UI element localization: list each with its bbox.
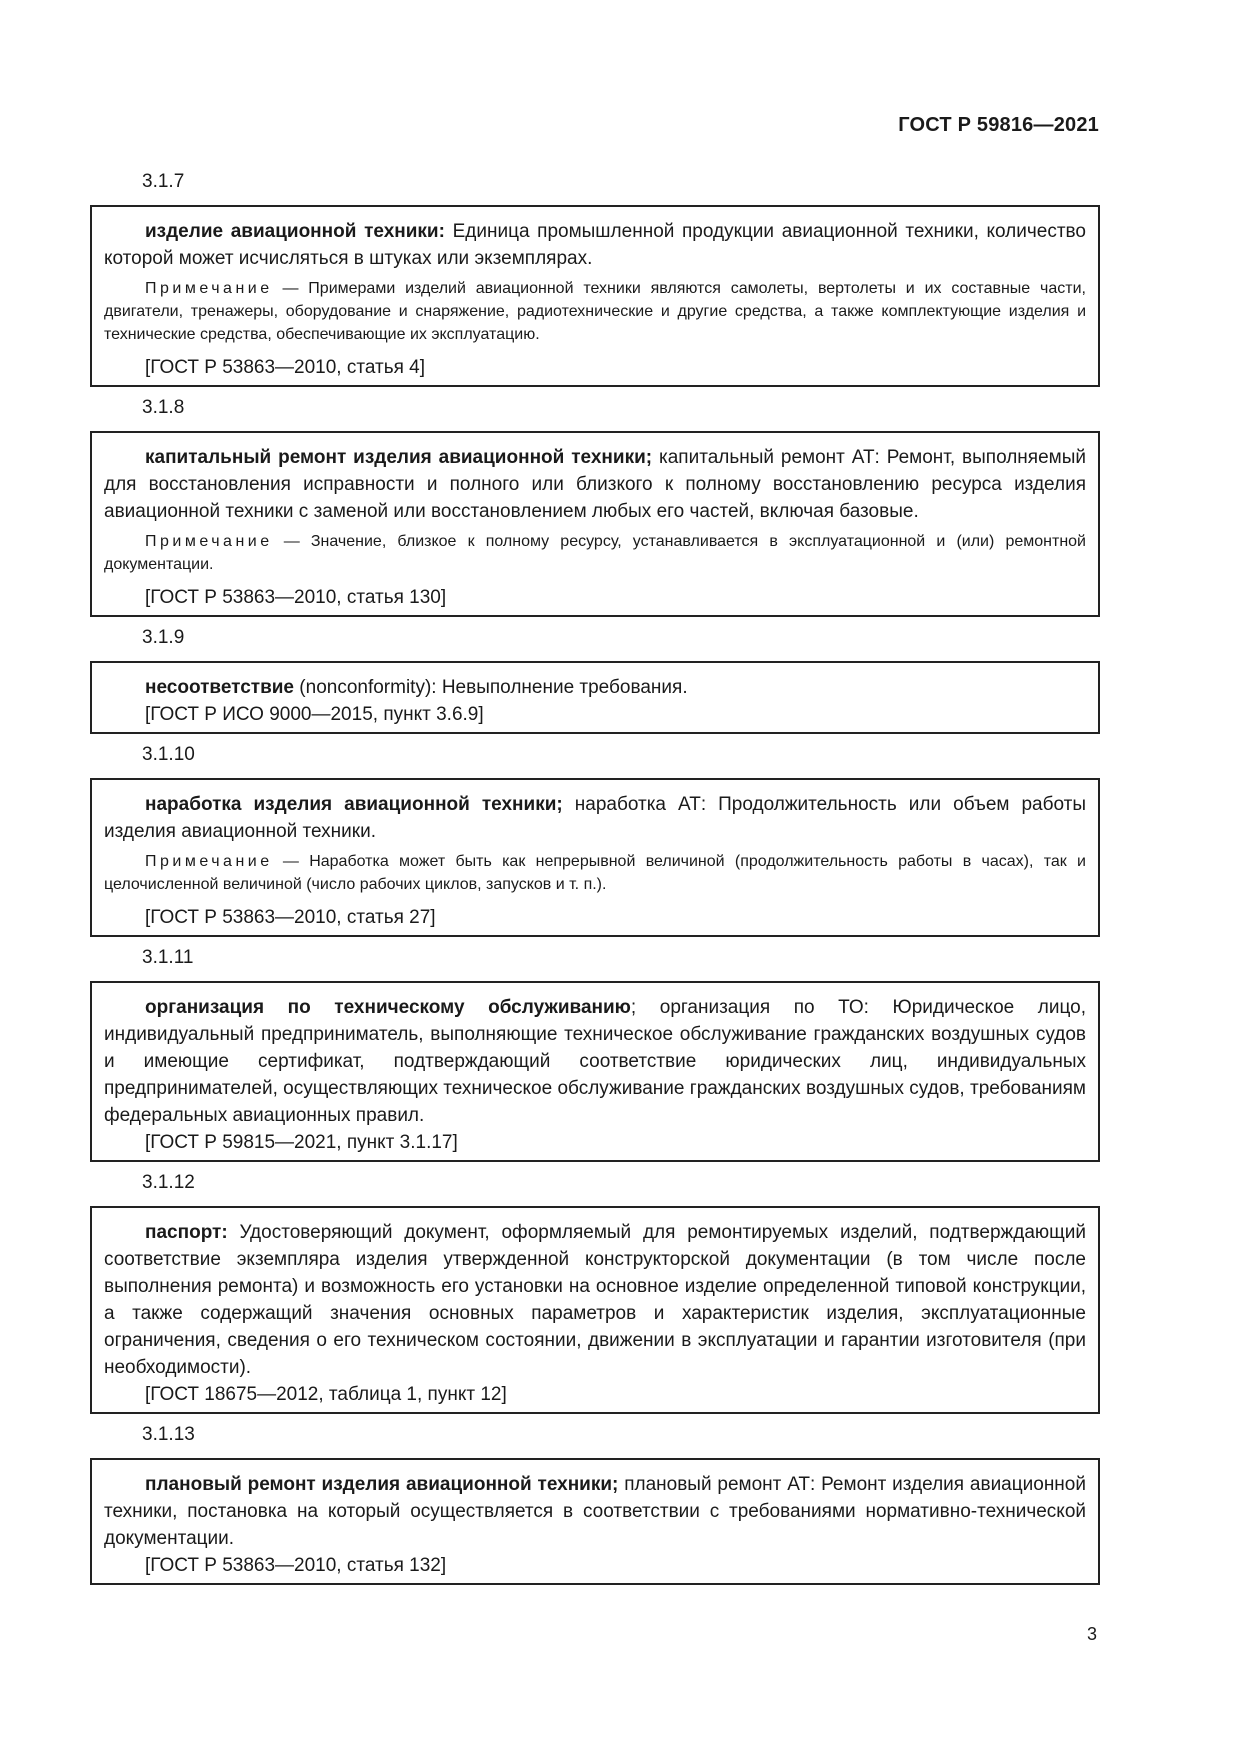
term-name: несоответствие <box>145 677 295 698</box>
term-name: изделие авиационной техники: <box>145 221 445 242</box>
term-definition <box>104 674 1086 701</box>
term-entry <box>90 205 1100 387</box>
term-note <box>104 530 1086 576</box>
term-source: [ГОСТ Р 53863—2010, статья 130] <box>145 587 447 608</box>
note-label: Примечание <box>145 280 273 297</box>
term-name: наработка изделия авиационной техники; <box>145 794 563 815</box>
term-source: [ГОСТ Р 59815—2021, пункт 3.1.17] <box>145 1132 458 1153</box>
term-name: капитальный ремонт изделия авиационной техники; <box>145 447 653 468</box>
term-source: [ГОСТ Р 53863—2010, статья 132] <box>145 1555 447 1576</box>
term-definition <box>104 994 1086 1129</box>
definition-text: наработка АТ: Продолжительность или объем работы изделия авиационной техники. <box>104 794 1087 842</box>
term-definition <box>104 791 1086 845</box>
definition-text: (nonconformity): Невыполнение требования. <box>294 677 688 698</box>
page-number: 3 <box>1086 1624 1097 1644</box>
term-name: организация по техническому обслуживанию <box>145 997 631 1018</box>
term-source: [ГОСТ Р 53863—2010, статья 4] <box>145 357 426 378</box>
term-definition <box>104 1219 1086 1381</box>
term-name: паспорт: <box>145 1222 228 1243</box>
term-note <box>104 277 1086 346</box>
term-number: 3.1.10 <box>142 744 195 765</box>
terms-list <box>90 172 1100 1596</box>
term-source: [ГОСТ Р 53863—2010, статья 27] <box>145 907 436 928</box>
definition-text: Единица промышленной продукции авиационной техники, количество которой может исчисляться в штуках или экземплярах. <box>104 221 1086 269</box>
note-label: Примечание <box>145 853 273 870</box>
term-entry <box>90 431 1100 617</box>
note-text: — Примерами изделий авиационной техники являются самолеты, вертолеты и их составные части, двигатели, тренажеры, оборудование и снаряжение, радиотехнические и другие средства, а также комплектующие изделия и технические средства, обеспечивающие их эксплуатацию. <box>104 280 1086 343</box>
term-number: 3.1.11 <box>142 947 194 968</box>
term-entry <box>90 778 1100 937</box>
term-number: 3.1.13 <box>142 1424 195 1445</box>
note-text: — Наработка может быть как непрерывной величиной (продолжительность работы в часах), так и целочисленной величиной (число рабочих циклов, запусков и т. п.). <box>104 853 1086 893</box>
term-source: [ГОСТ Р ИСО 9000—2015, пункт 3.6.9] <box>145 704 484 725</box>
term-number: 3.1.7 <box>142 171 185 192</box>
term-source: [ГОСТ 18675—2012, таблица 1, пункт 12] <box>145 1384 507 1405</box>
note-label: Примечание <box>145 533 273 550</box>
definition-text: ; организация по ТО: Юридическое лицо, индивидуальный предприниматель, выполняющие техническое обслуживание гражданских воздушных судов и имеющие сертификат, подтверждающий соответствие юридических лиц, индивидуальных предпринимателей, осуществляющих техническое обслуживание гражданских воздушных судов, требованиям федеральных авиационных правил. <box>104 997 1086 1126</box>
document-code: ГОСТ Р 59816—2021 <box>898 114 1099 136</box>
note-text: — Значение, близкое к полному ресурсу, устанавливается в эксплуатационной и (или) ремонтной документации. <box>104 533 1086 573</box>
term-note <box>104 850 1086 896</box>
term-definition <box>104 1471 1086 1552</box>
definition-text: капитальный ремонт АТ: Ремонт, выполняемый для восстановления исправности и полного или близкого к полному восстановлению ресурса изделия авиационной техники с заменой или восстановлением любых его частей, включая базовые. <box>104 447 1086 522</box>
term-entry <box>90 661 1100 734</box>
term-number: 3.1.12 <box>142 1172 195 1193</box>
definition-text: плановый ремонт АТ: Ремонт изделия авиационной техники, постановка на который осуществляется в соответствии с требованиями нормативно-технической документации. <box>104 1474 1086 1549</box>
term-entry <box>90 1458 1100 1585</box>
term-entry <box>90 981 1100 1162</box>
term-name: плановый ремонт изделия авиационной техники; <box>145 1474 619 1495</box>
term-number: 3.1.8 <box>142 397 185 418</box>
term-number: 3.1.9 <box>142 627 185 648</box>
term-definition <box>104 444 1086 525</box>
definition-text: Удостоверяющий документ, оформляемый для ремонтируемых изделий, подтверждающий соответствие экземпляра изделия утвержденной конструкторской документации (в том числе после выполнения ремонта) и возможность его установки на основное изделие определенной типовой конструкции, а также содержащий значения основных параметров и характеристик изделия, эксплуатационные ограничения, сведения о его техническом состоянии, движении в эксплуатации и гарантии изготовителя (при необходимости). <box>104 1222 1086 1378</box>
term-definition <box>104 218 1086 272</box>
term-entry <box>90 1206 1100 1414</box>
